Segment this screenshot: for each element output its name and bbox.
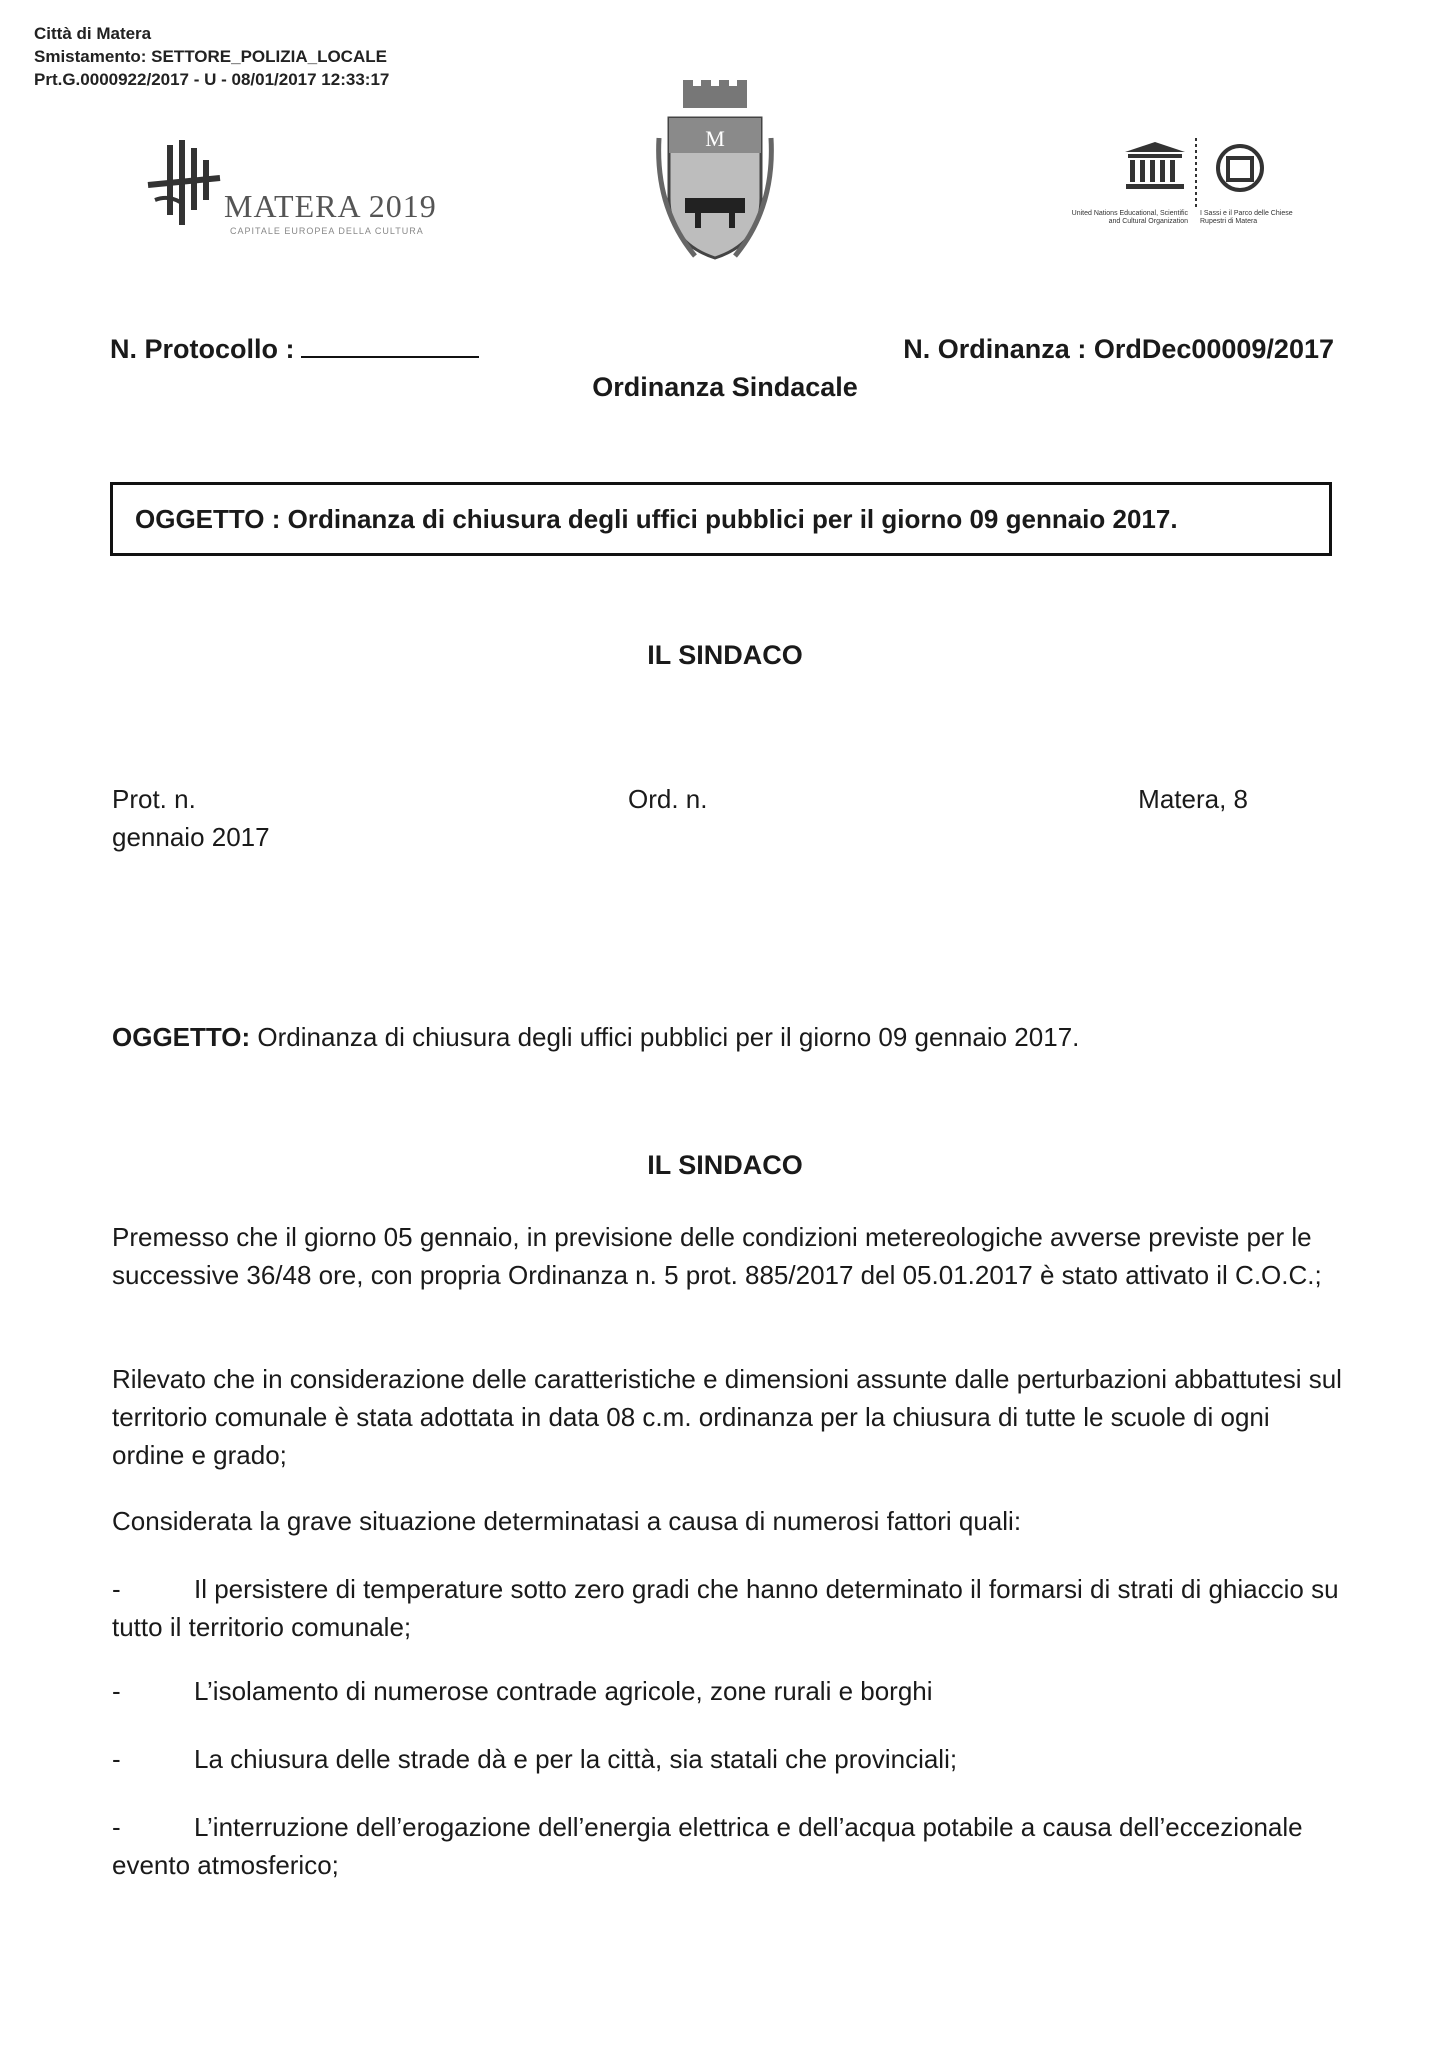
protocol-label: N. Protocollo : (110, 334, 295, 364)
unesco-caption: United Nations Educational, Scientific and Cultural Organization (1071, 210, 1188, 225)
list-dash: - (112, 1812, 121, 1842)
ordinance-number: N. Ordinanza : OrdDec00009/2017 (903, 334, 1334, 364)
subject-line (112, 1018, 1079, 1056)
svg-text:M: M (705, 126, 725, 151)
matera-2019-logo (140, 140, 437, 260)
unesco-logo (1070, 138, 1310, 258)
matera-mark-icon (140, 140, 230, 250)
prot-number-label: Prot. n. (112, 784, 196, 814)
subject-text: Ordinanza di chiusura degli uffici pubblici per il giorno 09 gennaio 2017. (250, 1022, 1080, 1052)
matera-logo-text: MATERA 2019 (224, 188, 437, 224)
city-crest-emblem (655, 78, 775, 268)
list-item (112, 1570, 1342, 1646)
place-date: Matera, 8 (1138, 784, 1248, 814)
list-item-text: L’isolamento di numerose contrade agricole, zone rurali e borghi (194, 1676, 933, 1706)
mayor-heading-second: IL SINDACO (647, 1150, 803, 1180)
matera-logo-subtitle: CAPITALE EUROPEA DELLA CULTURA (230, 226, 424, 236)
mayor-heading: IL SINDACO (647, 640, 803, 670)
subject-box-text: OGGETTO : Ordinanza di chiusura degli uffici pubblici per il giorno 09 gennaio 2017. (135, 503, 1178, 534)
protocol-number-field (110, 334, 479, 365)
subject-box (110, 482, 1332, 556)
premise-paragraph: Premesso che il giorno 05 gennaio, in previsione delle condizioni metereologiche avverse previste per le successive 36/48 ore, con propria Ordinanza n. 5 prot. 885/2017 del 05.01.2017 è stato attivato il C.O.C.; (112, 1222, 1322, 1290)
considered-paragraph: Considerata la grave situazione determinatasi a causa di numerosi fattori quali: (112, 1506, 1022, 1536)
stamp-protocol-number: Prt.G.0000922/2017 - U - 08/01/2017 12:33:17 (34, 70, 390, 89)
protocol-blank-line (301, 334, 479, 358)
list-dash: - (112, 1574, 121, 1604)
list-item (112, 1740, 1342, 1778)
noted-paragraph: Rilevato che in considerazione delle caratteristiche e dimensioni assunte dalle perturbazioni abbattutesi sul territorio comunale è stata adottata in data 08 c.m. ordinanza per la chiusura di tutte le scuole di ogni ordine e grado; (112, 1364, 1342, 1470)
world-heritage-caption: I Sassi e il Parco delle Chiese Rupestri di Matera (1200, 210, 1293, 225)
list-item (112, 1672, 1342, 1710)
list-dash: - (112, 1676, 121, 1706)
document-type: Ordinanza Sindacale (592, 372, 858, 402)
list-dash: - (112, 1744, 121, 1774)
ord-number-label: Ord. n. (628, 784, 708, 814)
subject-label: OGGETTO: (112, 1022, 251, 1052)
month-year: gennaio 2017 (112, 822, 270, 852)
list-item (112, 1808, 1342, 1884)
list-item-text: L’interruzione dell’erogazione dell’energia elettrica e dell’acqua potabile a causa dell’eccezionale evento atmosferico; (112, 1812, 1303, 1880)
list-item-text: La chiusura delle strade dà e per la città, sia statali che provinciali; (194, 1744, 958, 1774)
protocol-stamp (34, 22, 389, 91)
stamp-routing: Smistamento: SETTORE_POLIZIA_LOCALE (34, 47, 387, 66)
stamp-city: Città di Matera (34, 24, 152, 43)
list-item-text: Il persistere di temperature sotto zero gradi che hanno determinato il formarsi di strati di ghiaccio su tutto il territorio comunale; (112, 1574, 1339, 1642)
